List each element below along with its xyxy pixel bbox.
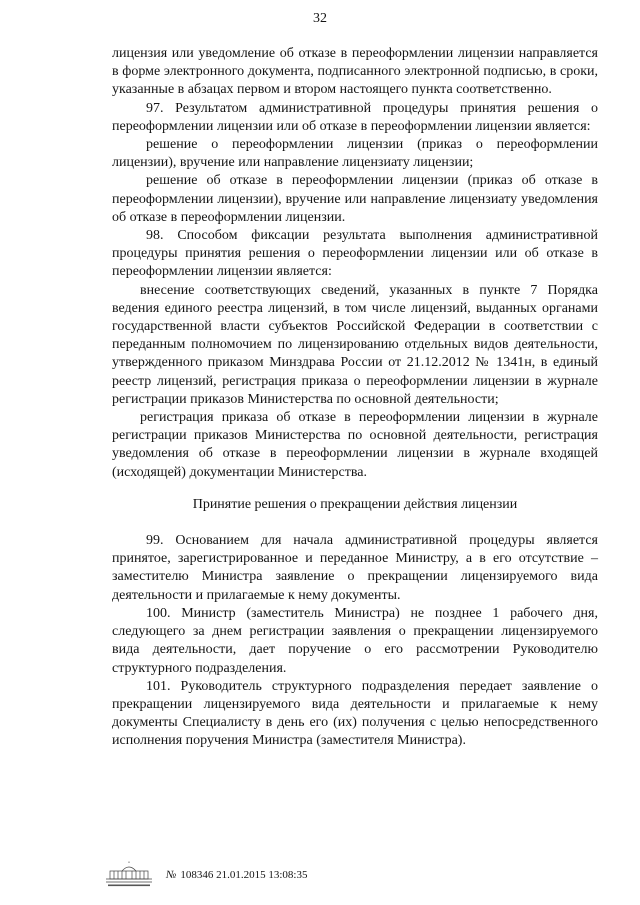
paragraph: внесение соответствующих сведений, указанных в пункте 7 Порядка ведения единого реестра лицензий, в том числе лицензий, выданных органами государственной власти субъектов Российской Федерации в соответствии с переданным полномочием по лицензированию отдельных видов деятельности, утвержденного приказом Минздрава России от 21.12.2012 № 1341н, в единый реестр лицензий, регистрация приказа о переоформлении лицензии в журнале регистрации приказов Министерства по основной деятельности; xyxy=(112,282,598,407)
paragraph: 100. Министр (заместитель Министра) не позднее 1 рабочего дня, следующего за днем регистрации заявления о прекращении лицензируемого вида деятельности, дает поручение о его рассмотрении Руководителю структурного подразделения. xyxy=(112,605,598,676)
registration-stamp xyxy=(166,869,308,881)
government-building-seal-icon xyxy=(102,861,156,889)
paragraph: 99. Основанием для начала административной процедуры является принятое, зарегистрированное и переданное Министру, а в его отсутствие – заместителю Министра заявление о прекращении лицензируемого вида деятельности и прилагаемые к нему документы. xyxy=(112,533,598,603)
registration-footer xyxy=(102,860,308,890)
section-heading: Принятие решения о прекращении действия лицензии xyxy=(192,496,518,512)
paragraph: решение о переоформлении лицензии (приказ о переоформлении лицензии), вручение или направление лицензиату лицензии; xyxy=(112,137,598,171)
paragraph: 97. Результатом административной процедуры принятия решения о переоформлении лицензии или об отказе в переоформлении лицензии является: xyxy=(112,100,598,134)
paragraph: 98. Способом фиксации результата выполнения административной процедуры принятия решения о переоформлении лицензии или об отказе в переоформлении лицензии является: xyxy=(112,228,598,280)
document-body xyxy=(112,45,598,751)
page-number: 32 xyxy=(313,11,327,26)
number-sign: № xyxy=(166,869,177,881)
registration-number-date: 108346 21.01.2015 13:08:35 xyxy=(180,869,308,881)
paragraph: 101. Руководитель структурного подразделения передает заявление о прекращении лицензируемого вида деятельности и прилагаемые к нему документы Специалисту в день его (их) получения с целью непосредственного исполнения поручения Министра (заместителя Министра). xyxy=(112,678,598,749)
paragraph: решение об отказе в переоформлении лицензии (приказ об отказе в переоформлении лицензии), вручение или направление лицензиату уведомления об отказе в переоформлении лицензии. xyxy=(112,173,598,225)
paragraph: регистрация приказа об отказе в переоформлении лицензии в журнале регистрации приказов Министерства по основной деятельности, регистрация уведомления об отказе в переоформлении лицензии в журнале входящей (исходящей) документации Министерства. xyxy=(112,410,598,480)
paragraph: лицензия или уведомление об отказе в переоформлении лицензии направляется в форме электронного документа, подписанного электронной подписью, в сроки, указанные в абзацах первом и втором настоящего пункта соответственно. xyxy=(112,46,598,98)
